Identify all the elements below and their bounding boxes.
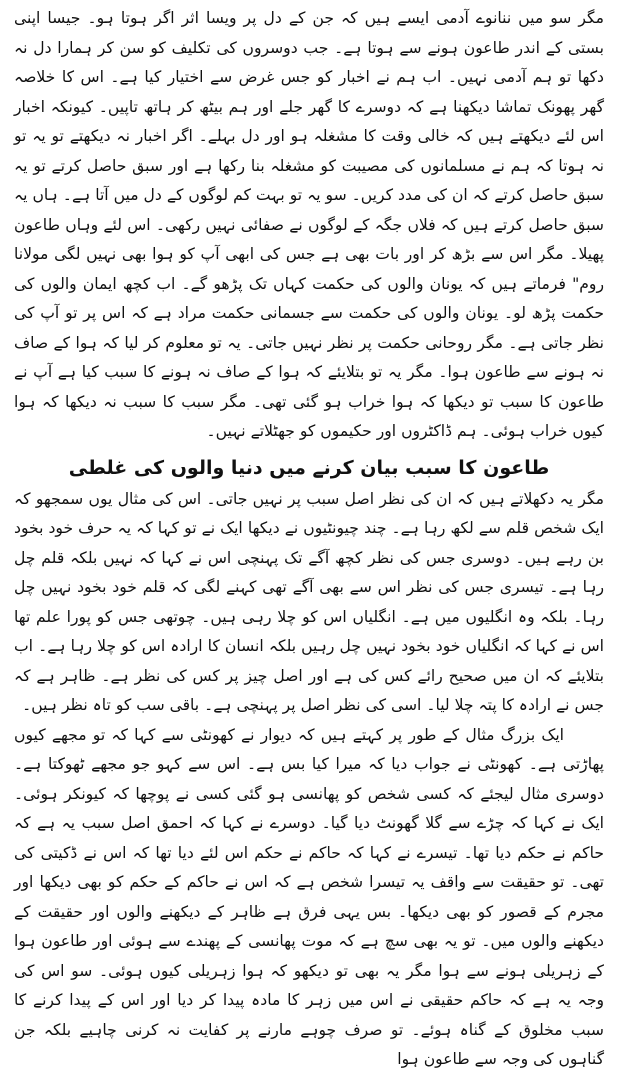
- section-1: [14, 4, 604, 447]
- section-heading: طاعون کا سبب بیان کرنے میں دنیا والوں کی غلطی: [68, 456, 550, 479]
- paragraph-2: مگر یہ دکھلاتے ہیں کہ ان کی نظر اصل سبب پر نہیں جاتی۔ اس کی مثال یوں سمجھو کہ ایک شخص قلم سے لکھ رہا ہے۔ چند چیونٹیوں نے دیکھا ایک نے تو کہا کہ یہ حرف خود بخود بن رہے ہیں۔ دوسری جس کی نظر کچھ آگے تک پہنچی اس نے کہا کہ نہیں بلکہ قلم چل رہا ہے۔ تیسری جس کی نظر اس سے بھی آگے تھی کہنے لگی کہ قلم خود بخود نہیں چل رہا۔ بلکہ وہ انگلیوں میں ہے۔ انگلیاں اس کو چلا رہی ہیں۔ چوتھی جس کو پورا علم تھا اس نے کہا کہ انگلیاں خود بخود نہیں چل رہیں بلکہ انسان کا ارادہ اس کو چلا رہا ہے۔ اب بتلایئے کہ ان میں صحیح رائے کس کی ہے اور اصل چیز پر کس کی نظر ہے۔ ظاہر ہے کہ جس نے ارادہ کا پتہ چلا لیا۔ اسی کی نظر اصل پر پہنچی ہے۔ باقی سب کو تاہ نظر ہیں۔: [14, 489, 604, 714]
- paragraph-3: ایک بزرگ مثال کے طور پر کہتے ہیں کہ دیوار نے کھونٹی سے کہا کہ تو مجھے کیوں پھاڑتی ہے۔ کھونٹی نے جواب دیا کہ میرا کیا بس ہے۔ اس سے کہو جو مجھے ٹھوکتا ہے۔ دوسری مثال لیجئے کہ کسی شخص کو پھانسی ہو گئی کسی نے پوچھا کہ کیونکر ہوئی۔ ایک نے کہا کہ چڑے سے گلا گھونٹ دیا گیا۔ دوسرے نے کہا کہ احمق اصل سبب یہ ہے کہ حاکم نے حکم دیا تھا۔ تیسرے نے کہا کہ حاکم نے حکم اس لئے دیا تھا کہ اس نے ڈکیتی کی تھی۔ تو حقیقت سے واقف یہ تیسرا شخص ہے کہ اس نے حاکم کے حکم کو بھی دیکھا اور مجرم کے قصور کو بھی دیکھا۔ بس یہی فرق ہے ظاہر کے دیکھنے والوں اور حقیقت کے دیکھنے والوں میں۔ تو یہ بھی سچ ہے کہ موت پھانسی کے پھندے سے ہوئی اور طاعون ہوا کے زہریلی ہونے سے ہوا مگر یہ بھی تو دیکھو کہ ہوا زہریلی کیوں ہوئی۔ سو اس کی وجہ یہ ہے کہ حاکم حقیقی نے اس میں زہر کا مادہ پیدا کر دیا اور اس کے پیدا کرنے کا سبب مخلوق کے گناہ ہوئے۔ تو صرف چوہے مارنے پر کفایت نہ کرنی چاہیے بلکہ جن گناہوں کی وجہ سے طاعون ہوا: [14, 725, 604, 1068]
- section-2: [14, 485, 604, 1075]
- paragraph-1: مگر سو میں ننانوے آدمی ایسے ہیں کہ جن کے دل پر ویسا اثر اگر ہوتا ہو۔ جیسا اپنی بستی کے اندر طاعون ہونے سے ہوتا ہے۔ جب دوسروں کی تکلیف کو سن کر ہمارا دل نہ دکھا تو ہم آدمی نہیں۔ اب ہم نے اخبار کو جس غرض سے اختیار کیا ہے۔ اس کا خلاصہ گھر پھونک تماشا دیکھنا ہے کہ دوسرے کا گھر جلے اور ہم بیٹھ کر ہاتھ تاپیں۔ کیونکہ اخبار اس لئے دیکھتے ہیں کہ خالی وقت کا مشغلہ ہو اور دل بہلے۔ اگر اخبار نہ دیکھتے تو یہ تو نہ ہوتا کہ ہم نے مسلمانوں کی مصیبت کو مشغلہ بنا رکھا ہے اور سبق حاصل کرتے تو یہ سبق حاصل کرتے کہ ان کی مدد کریں۔ سو یہ تو بہت کم لوگوں کے دل میں آتا ہے۔ ہاں یہ سبق حاصل کرتے ہیں کہ فلاں جگہ کے لوگوں نے صفائی نہیں رکھی۔ اس لئے وہاں طاعون پھیلا۔ مگر اس سے بڑھ کر اور بات بھی ہے جس کی ابھی آپ کو ہوا بھی نہیں لگی مولانا روم" فرماتے ہیں کہ یونان والوں کی حکمت کہاں تک پڑھو گے۔ اب کچھ ایمان والوں کی حکمت پڑھ لو۔ یونان والوں کی حکمت سے جسمانی حکمت مراد ہے کہ اس پر تو آپ کی نظر جاتی ہے۔ مگر روحانی حکمت پر نظر نہیں جاتی۔ یہ تو معلوم کر لیا کہ ہوا کے صاف نہ ہونے سے طاعون ہوا۔ مگر یہ تو بتلایئے کہ ہوا کے صاف نہ ہونے کا سبب کیا ہے آپ نے طاعون کا سبب تو دیکھا کہ ہوا خراب ہو گئی تھی۔ مگر سبب کا سبب نہ دیکھا کہ ہوا کیوں خراب ہوئی۔ ہم ڈاکٹروں اور حکیموں کو جھٹلاتے نہیں۔: [14, 9, 604, 440]
